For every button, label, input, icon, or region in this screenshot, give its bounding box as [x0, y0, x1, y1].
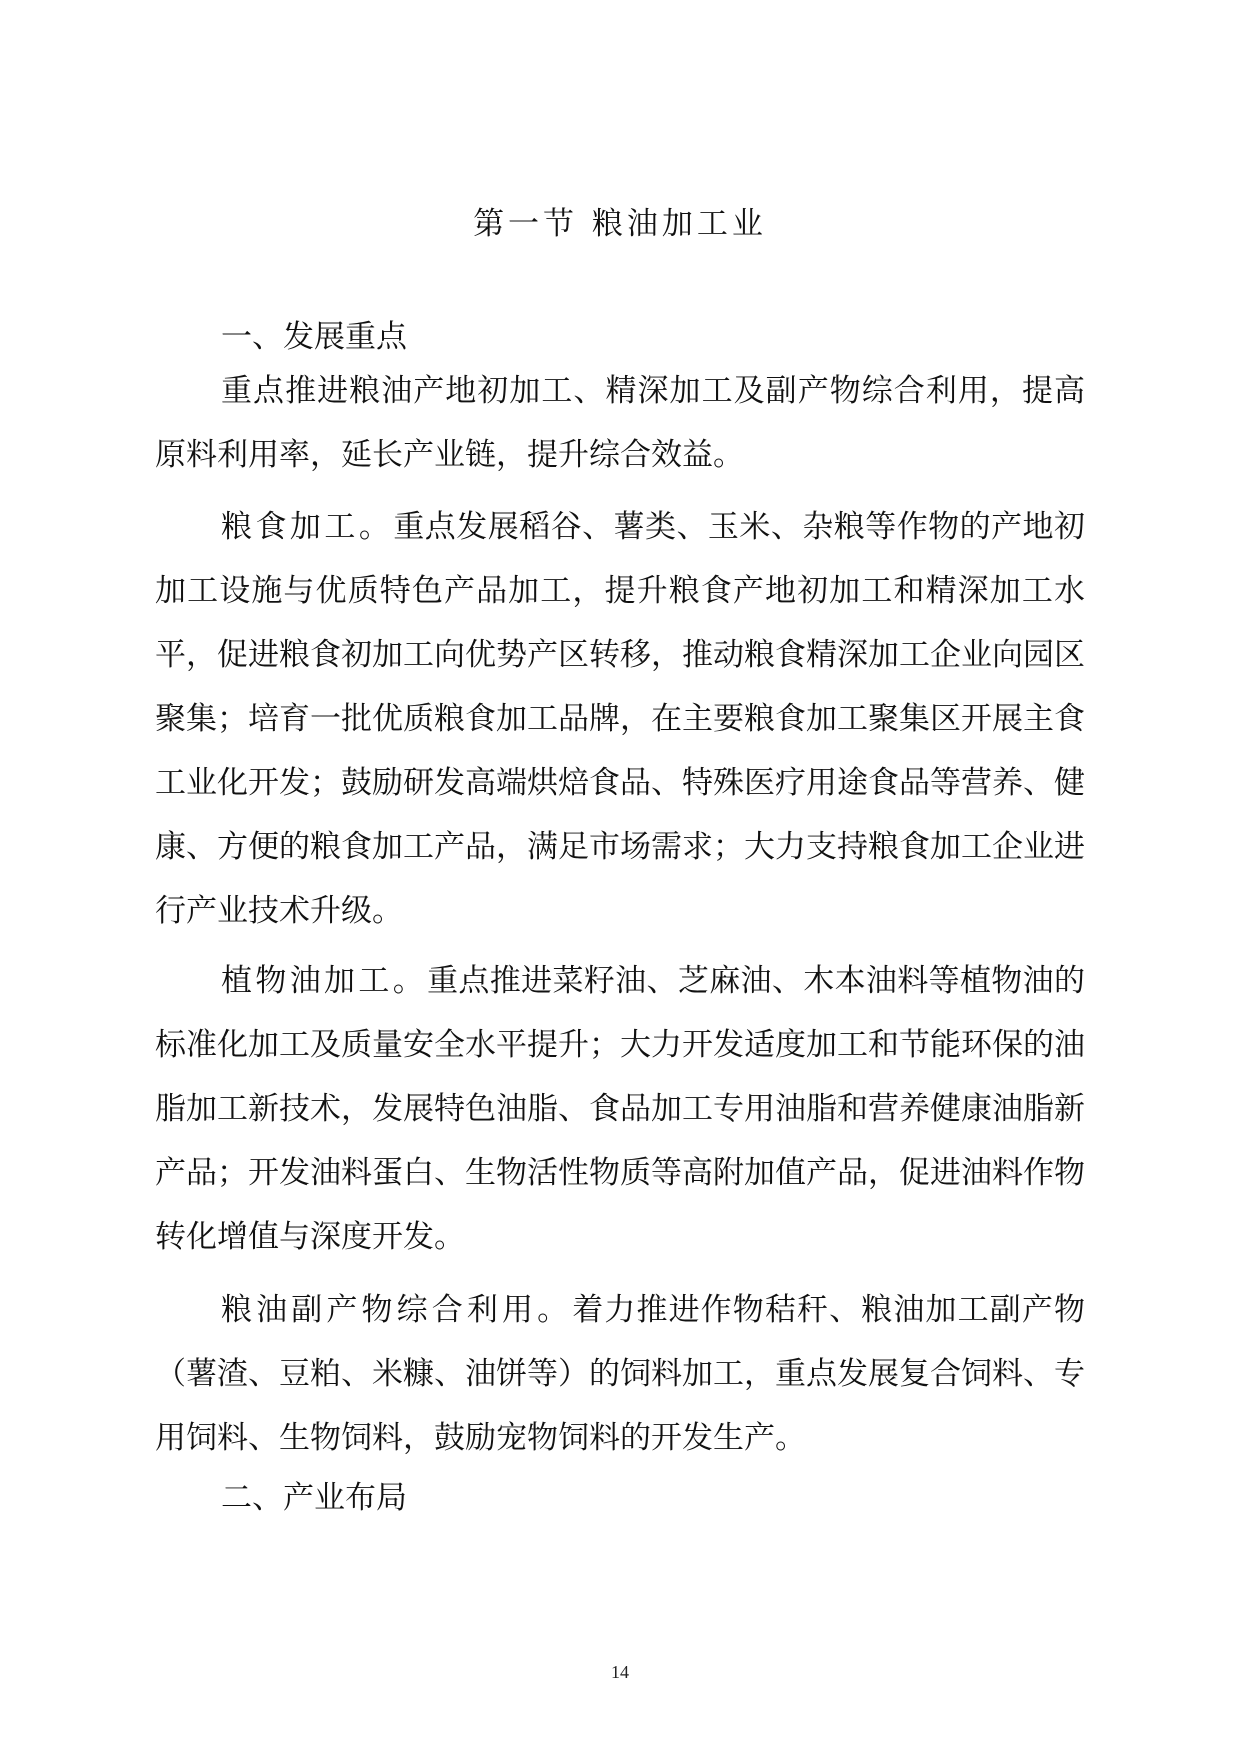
vegetable-oil-paragraph — [155, 949, 1085, 1269]
byproduct-paragraph-block — [155, 1278, 1085, 1470]
vegetable-oil-paragraph-block — [155, 949, 1085, 1269]
heading-industry-layout-block — [155, 1466, 1085, 1530]
byproduct-paragraph — [155, 1278, 1085, 1470]
grain-processing-lead: 粮食加工。 — [221, 509, 394, 545]
byproduct-body: 着力推进作物秸秆、粮油加工副产物（薯渣、豆粕、米糠、油饼等）的饲料加工，重点发展复合饲料、专用饲料、生物饲料，鼓励宠物饲料的开发生产。 — [155, 1292, 1086, 1456]
page-number: 14 — [611, 1662, 629, 1682]
intro-paragraph: 重点推进粮油产地初加工、精深加工及副产物综合利用，提高原料利用率，延长产业链，提升综合效益。 — [155, 373, 1085, 473]
grain-processing-paragraph — [155, 495, 1085, 943]
heading-industry-layout: 二、产业布局 — [221, 1480, 407, 1516]
grain-processing-body: 重点发展稻谷、薯类、玉米、杂粮等作物的产地初加工设施与优质特色产品加工，提升粮食产地初加工和精深加工水平，促进粮食初加工向优势产区转移，推动粮食精深加工企业向园区聚集；培育一批优质粮食加工品牌，在主要粮食加工聚集区开展主食工业化开发；鼓励研发高端烘焙食品、特殊医疗用途食品等营养、健康、方便的粮食加工产品，满足市场需求；大力支持粮食加工企业进行产业技术升级。 — [155, 509, 1086, 929]
vegetable-oil-body: 重点推进菜籽油、芝麻油、木本油料等植物油的标准化加工及质量安全水平提升；大力开发适度加工和节能环保的油脂加工新技术，发展特色油脂、食品加工专用油脂和营养健康油脂新产品；开发油料蛋白、生物活性物质等高附加值产品，促进油料作物转化增值与深度开发。 — [155, 963, 1085, 1255]
heading-development-focus: 一、发展重点 — [221, 319, 407, 355]
grain-processing-paragraph-block — [155, 495, 1085, 943]
intro-paragraph-block — [155, 359, 1085, 487]
section-title: 第一节 粮油加工业 — [473, 206, 767, 242]
byproduct-lead: 粮油副产物综合利用。 — [221, 1292, 573, 1328]
vegetable-oil-lead: 植物油加工。 — [221, 963, 428, 999]
